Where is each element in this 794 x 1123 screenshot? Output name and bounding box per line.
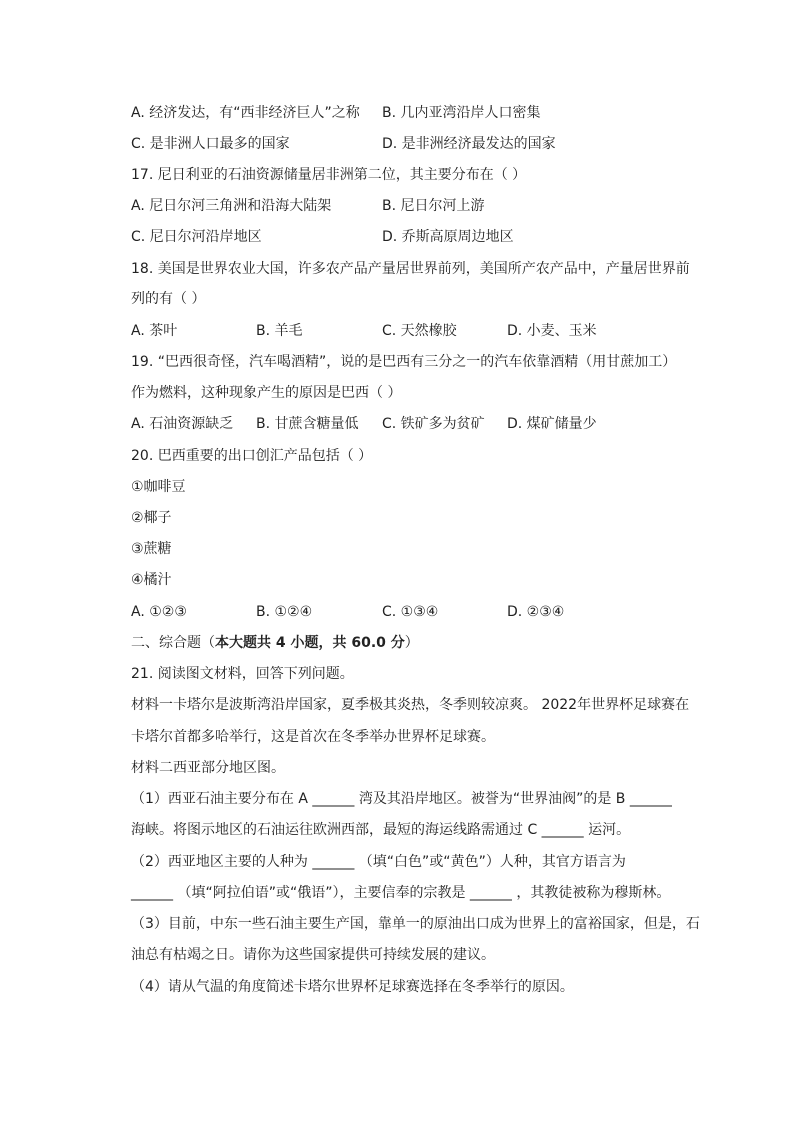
q16-option-b: B. 几内亚湾沿岸人口密集 [382,105,541,121]
q20-item-2: ②椰子 [131,510,172,526]
q18-option-d: D. 小麦、玉米 [507,323,597,339]
section-2-suffix: ） [404,635,419,651]
q21-material-1-line2: 卡塔尔首都多哈举行，这是首次在冬季举办世界杯足球赛。 [131,729,495,745]
q19-option-a: A. 石油资源缺乏 [131,416,234,432]
q21-material-1-line1: 材料一卡塔尔是波斯湾沿岸国家，夏季极其炎热，冬季则较凉爽。 2022年世界杯足球赛在 [131,697,690,713]
q21-part-2-line2: ______ （填“阿拉伯语”或“俄语”），主要信奉的宗教是 ______ ，其教徒被称为穆斯林。 [131,885,671,901]
q21-part-4: （4）请从气温的角度简述卡塔尔世界杯足球赛选择在冬季举行的原因。 [131,979,574,995]
q21-part-2-line1: （2）西亚地区主要的人种为 ______ （填“白色”或“黄色”）人种，其官方语言为 [131,854,626,870]
q19-option-d: D. 煤矿储量少 [507,416,597,432]
q20-item-1: ①咖啡豆 [131,479,186,495]
section-2-bold: 本大题共 4 小题，共 60.0 分 [215,635,405,651]
q20-option-a: A. ①②③ [131,604,187,620]
section-2-heading [131,633,419,653]
q16-option-c: C. 是非洲人口最多的国家 [131,136,290,152]
q21-part-3-line2: 油总有枯竭之日。请你为这些国家提供可持续发展的建议。 [131,947,495,963]
q17-option-a: A. 尼日尔河三角洲和沿海大陆架 [131,198,332,214]
q16-option-d: D. 是非洲经济最发达的国家 [382,136,556,152]
q18-option-c: C. 天然橡胶 [382,323,457,339]
q18-option-b: B. 羊毛 [256,323,303,339]
q18-stem-line2: 列的有（ ） [131,291,206,307]
q18-stem-line1: 18. 美国是世界农业大国，许多农产品产量居世界前列，美国所产农产品中，产量居世界前 [131,261,690,277]
q17-option-c: C. 尼日尔河沿岸地区 [131,229,262,245]
q21-part-1-line1: （1）西亚石油主要分布在 A ______ 湾及其沿岸地区。被誉为“世界油阀”的是 B ______ [131,791,672,807]
q16-option-a: A. 经济发达，有“西非经济巨人”之称 [131,105,360,121]
q19-stem-line1: 19. “巴西很奇怪，汽车喝酒精”，说的是巴西有三分之一的汽车依靠酒精（用甘蔗加工） [131,354,677,370]
q20-item-3: ③蔗糖 [131,541,172,557]
q20-stem: 20. 巴西重要的出口创汇产品包括（ ） [131,448,373,464]
q17-option-b: B. 尼日尔河上游 [382,198,485,214]
q17-option-d: D. 乔斯高原周边地区 [382,229,514,245]
q20-option-b: B. ①②④ [256,604,313,620]
q17-stem: 17. 尼日利亚的石油资源储量居非洲第二位，其主要分布在（ ） [131,167,527,183]
q21-part-1-line2: 海峡。将图示地区的石油运往欧洲西部，最短的海运线路需通过 C ______ 运河。 [131,822,631,838]
q20-option-d: D. ②③④ [507,604,565,620]
q20-item-4: ④橘汁 [131,572,172,588]
q20-option-c: C. ①③④ [382,604,439,620]
q21-material-2: 材料二西亚部分地区图。 [131,760,285,776]
q21-stem: 21. 阅读图文材料，回答下列问题。 [131,666,354,682]
q19-option-c: C. 铁矿多为贫矿 [382,416,485,432]
q21-part-3-line1: （3）目前，中东一些石油主要生产国，靠单一的原油出口成为世界上的富裕国家，但是，石 [131,916,700,932]
section-2-prefix: 二、综合题（ [131,635,215,651]
q19-option-b: B. 甘蔗含糖量低 [256,416,359,432]
q19-stem-line2: 作为燃料，这种现象产生的原因是巴西（ ） [131,385,402,401]
q18-option-a: A. 茶叶 [131,323,178,339]
